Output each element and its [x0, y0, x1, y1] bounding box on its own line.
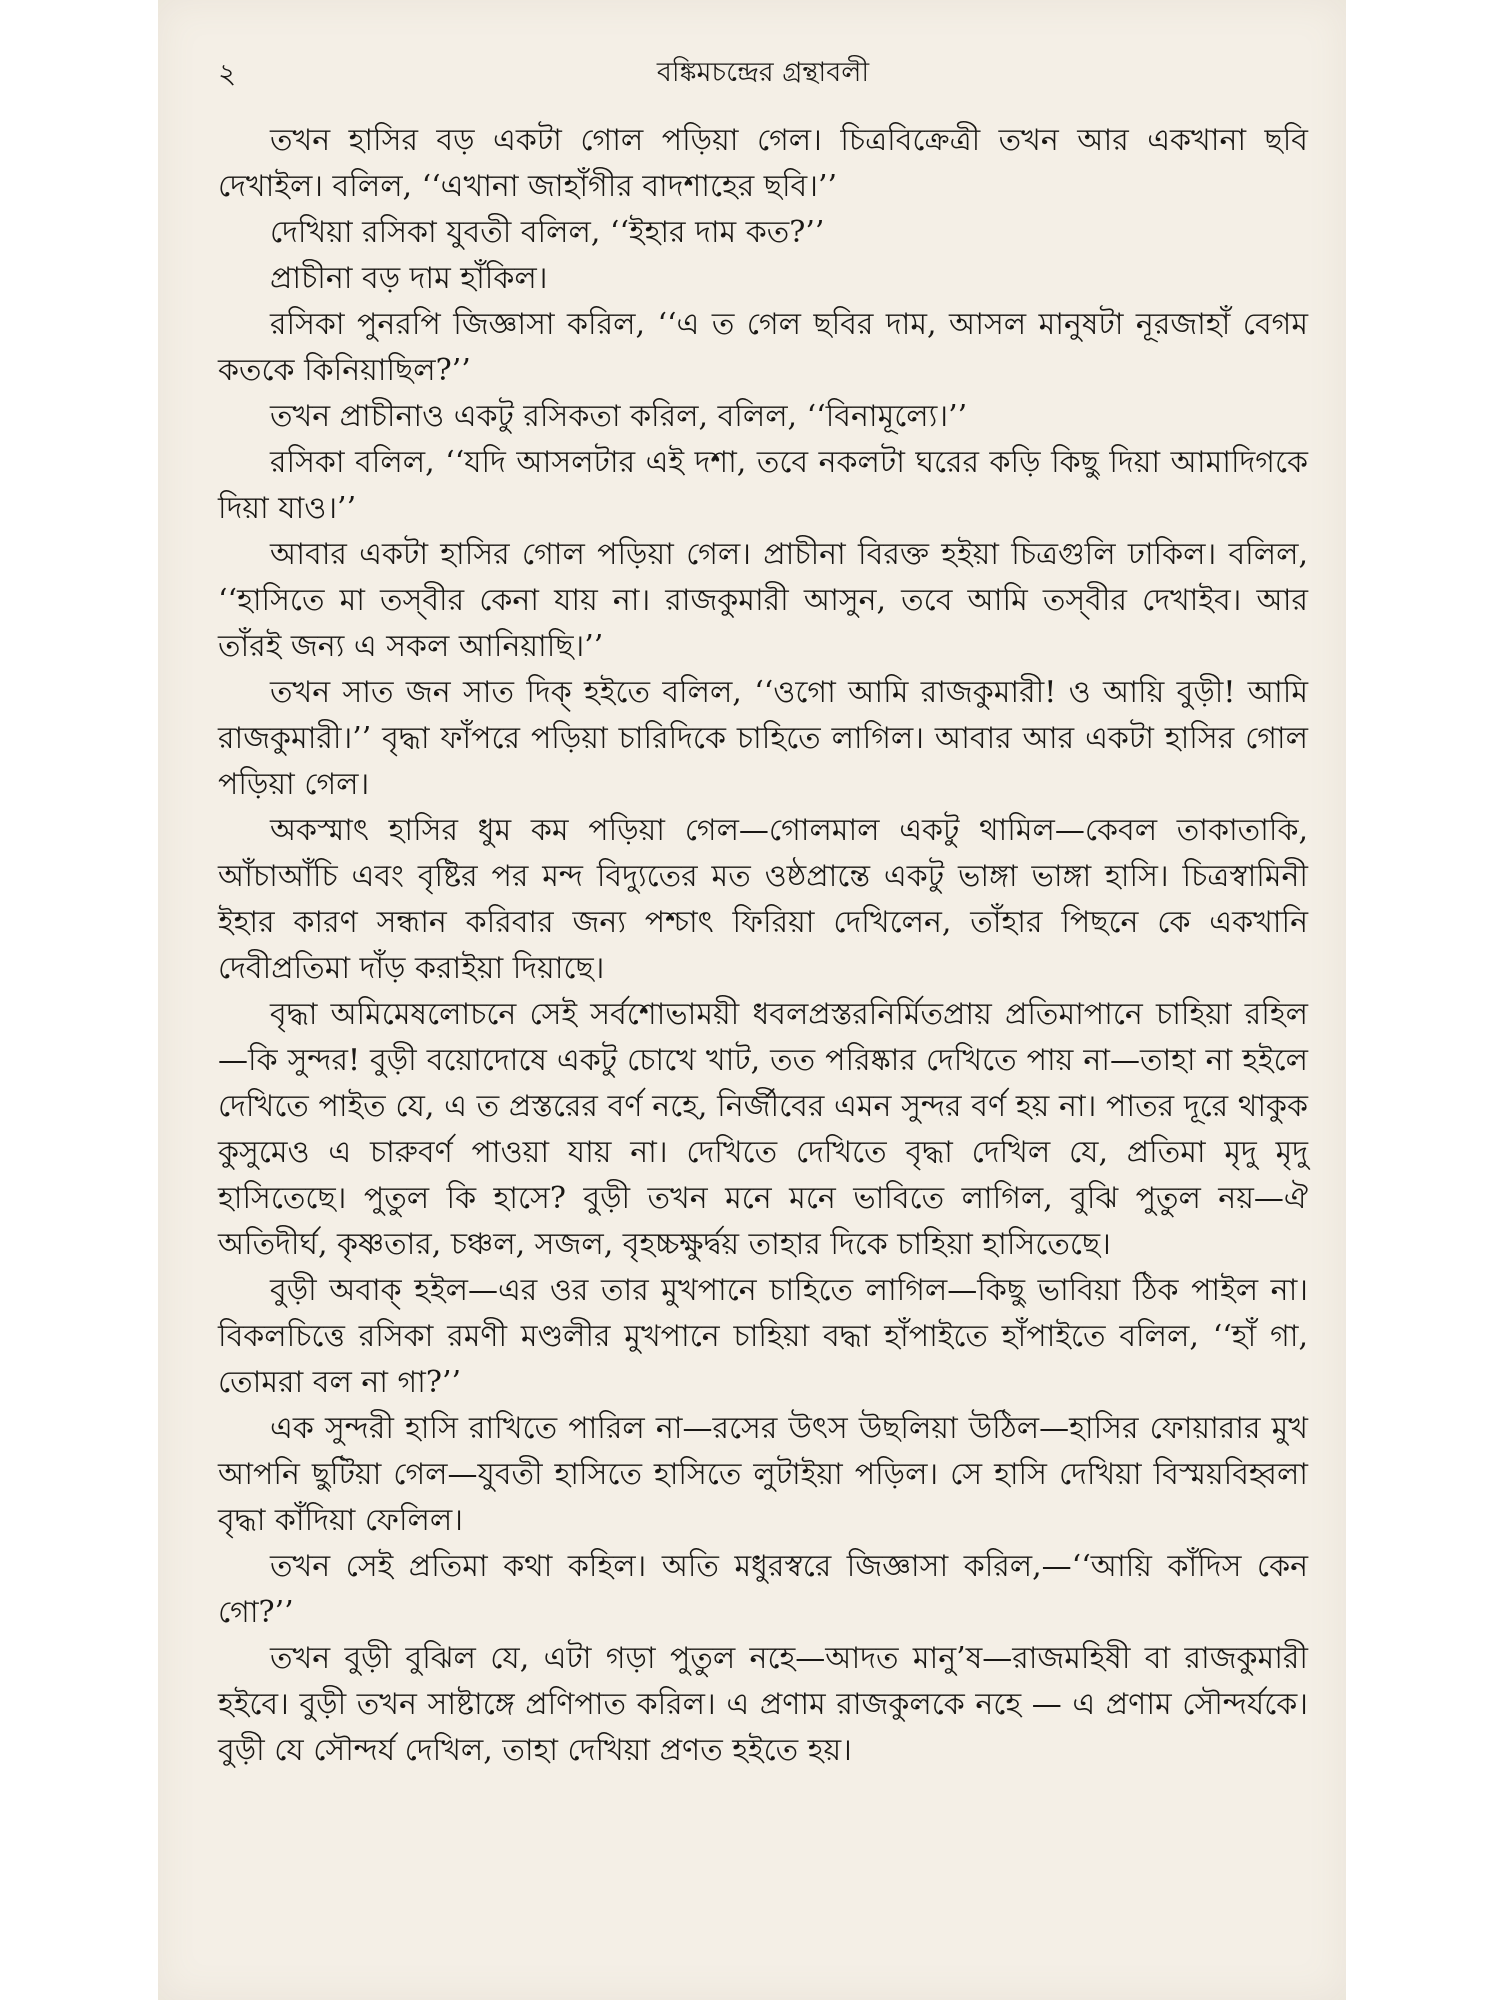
paragraph: তখন হাসির বড় একটা গোল পড়িয়া গেল। চিত্রবিক্রেত্রী তখন আর একখানা ছবি দেখাইল। বলিল, ‘‘এখানা জাহাঁগীর বাদশাহের ছবি।’’ — [218, 123, 1308, 204]
running-title: বঙ্কিমচন্দ্রের গ্রন্থাবলী — [656, 57, 870, 88]
paragraph: বৃদ্ধা অমিমেষলোচনে সেই সর্বশোভাময়ী ধবলপ্রস্তরনির্মিতপ্রায় প্রতিমাপানে চাহিয়া রহিল—কি সুন্দর! বুড়ী বয়োদোষে একটু চোখে খাট, তত পরিষ্কার দেখিতে পায় না—তাহা না হইলে দেখিতে পাইত যে, এ ত প্রস্তরের বর্ণ নহে, নির্জীবের এমন সুন্দর বর্ণ হয় না। পাতর দূরে থাকুক কুসুমেও এ চারুবর্ণ পাওয়া যায় না। দেখিতে দেখিতে বৃদ্ধা দেখিল যে, প্রতিমা মৃদু মৃদু হাসিতেছে। পুতুল কি হাসে? বুড়ী তখন মনে মনে ভাবিতে লাগিল, বুঝি পুতুল নয়—ঐ অতিদীর্ঘ, কৃষ্ণতার, চঞ্চল, সজল, বৃহচ্চক্ষুর্দ্বয় তাহার দিকে চাহিয়া হাসিতেছে। — [218, 997, 1308, 1262]
paragraph: অকস্মাৎ হাসির ধুম কম পড়িয়া গেল—গোলমাল একটু থামিল—কেবল তাকাতাকি, আঁচাআঁচি এবং বৃষ্টির পর মন্দ বিদ্যুতের মত ওষ্ঠপ্রান্তে একটু ভাঙ্গা ভাঙ্গা হাসি। চিত্রস্বামিনী ইহার কারণ সন্ধান করিবার জন্য পশ্চাৎ ফিরিয়া দেখিলেন, তাঁহার পিছনে কে একখানি দেবীপ্রতিমা দাঁড় করাইয়া দিয়াছে। — [218, 813, 1308, 986]
paragraph: বুড়ী অবাক্ হইল—এর ওর তার মুখপানে চাহিতে লাগিল—কিছু ভাবিয়া ঠিক পাইল না। বিকলচিত্তে রসিকা রমণী মণ্ডলীর মুখপানে চাহিয়া বদ্ধা হাঁপাইতে হাঁপাইতে বলিল, ‘‘হাঁ গা, তোমরা বল না গা?’’ — [218, 1273, 1308, 1400]
paragraph: রসিকা বলিল, ‘‘যদি আসলটার এই দশা, তবে নকলটা ঘরের কড়ি কিছু দিয়া আমাদিগকে দিয়া যাও।’’ — [218, 445, 1308, 526]
page-number: ২ — [218, 57, 237, 90]
paragraph: দেখিয়া রসিকা যুবতী বলিল, ‘‘ইহার দাম কত?’’ — [270, 215, 825, 250]
paragraph: আবার একটা হাসির গোল পড়িয়া গেল। প্রাচীনা বিরক্ত হইয়া চিত্রগুলি ঢাকিল। বলিল, ‘‘হাসিতে মা তস্‌বীর কেনা যায় না। রাজকুমারী আসুন, তবে আমি তস্‌বীর দেখাইব। আর তাঁরই জন্য এ সকল আনিয়াছি।’’ — [218, 537, 1308, 664]
paragraph: তখন সেই প্রতিমা কথা কহিল। অতি মধুরস্বরে জিজ্ঞাসা করিল,—‘‘আয়ি কাঁদিস কেন গো?’’ — [218, 1549, 1308, 1630]
paragraph: প্রাচীনা বড় দাম হাঁকিল। — [270, 261, 548, 296]
book-page — [158, 0, 1346, 2000]
paragraph: তখন বুড়ী বুঝিল যে, এটা গড়া পুতুল নহে—আদত মানু’ষ—রাজমহিষী বা রাজকুমারী হইবে। বুড়ী তখন সাষ্টাঙ্গে প্রণিপাত করিল। এ প্রণাম রাজকুলকে নহে — এ প্রণাম সৌন্দর্যকে। বুড়ী যে সৌন্দর্য দেখিল, তাহা দেখিয়া প্রণত হইতে হয়। — [218, 1641, 1308, 1768]
paragraph: রসিকা পুনরপি জিজ্ঞাসা করিল, ‘‘এ ত গেল ছবির দাম, আসল মানুষটা নূরজাহাঁ বেগম কতকে কিনিয়াছিল?’’ — [218, 307, 1308, 388]
paragraph: তখন প্রাচীনাও একটু রসিকতা করিল, বলিল, ‘‘বিনামূল্যে।’’ — [270, 399, 968, 434]
paragraph: এক সুন্দরী হাসি রাখিতে পারিল না—রসের উৎস উছলিয়া উঠিল—হাসির ফোয়ারার মুখ আপনি ছুটিয়া গেল—যুবতী হাসিতে হাসিতে লুটাইয়া পড়িল। সে হাসি দেখিয়া বিস্ময়বিহ্বলা বৃদ্ধা কাঁদিয়া ফেলিল। — [218, 1411, 1308, 1538]
body-text — [218, 118, 1308, 1774]
paragraph: তখন সাত জন সাত দিক্ হইতে বলিল, ‘‘ওগো আমি রাজকুমারী! ও আয়ি বুড়ী! আমি রাজকুমারী।’’ বৃদ্ধা ফাঁপরে পড়িয়া চারিদিকে চাহিতে লাগিল। আবার আর একটা হাসির গোল পড়িয়া গেল। — [218, 675, 1308, 802]
page-header — [218, 46, 1308, 96]
